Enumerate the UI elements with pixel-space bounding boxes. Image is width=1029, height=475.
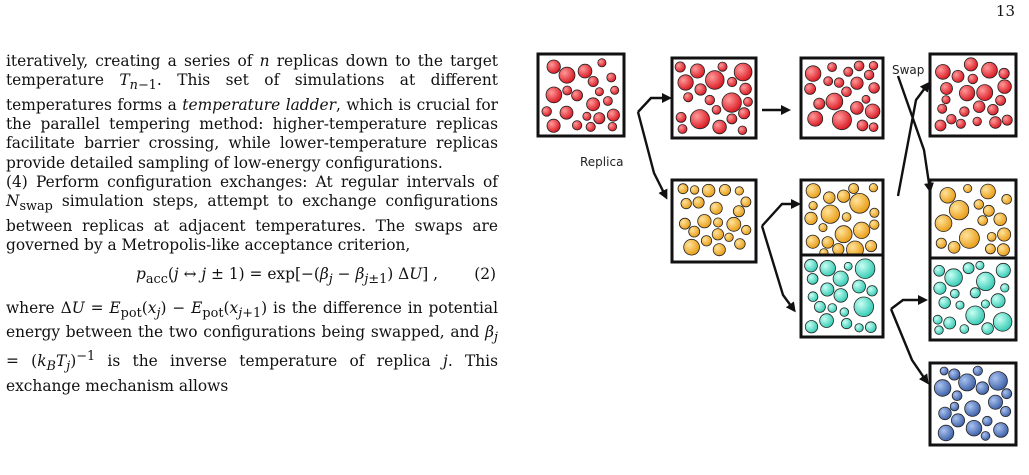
particle-box-orange: [930, 180, 1016, 262]
arrow-orange-to-teal: [762, 226, 794, 310]
paragraph-3: where $\Delta U = E_{pot}(x_j) - E_{pot}(x_{j+1})$ is the difference in potential energy between the two configurations being swapped, and $\beta_j = (k_BT_j)^{-1}$ is the inverse temperature of replica j. This exchange mechanism allows: [6, 298, 499, 395]
equation: $p_{acc}(j$ ↔ $j \pm 1) = \exp[-(\beta_j - \beta_{j\pm 1})$ ΔU] ,: [136, 265, 439, 288]
arrow-swap-orange-to-red: [898, 84, 928, 196]
equation-number: (2): [474, 265, 496, 284]
swap-label: Swap: [892, 63, 925, 77]
particle-box-teal: [930, 258, 1016, 340]
figure-canvas: [520, 40, 1029, 460]
particle-box-red: [801, 58, 883, 138]
paragraph-1: iteratively, creating a series of n replicas down to the target temperature $T_{n-1}$. This set of simulations at different temperatures forms a temperature ladder, which is crucial for the parallel tempering method: higher-temperature replicas facilitate barrier crossing, while lower-temperature replicas provide detailed sampling of low-energy configurations.: [6, 52, 499, 172]
particle-box-red: [930, 54, 1016, 136]
particle-box-orange: [801, 180, 883, 264]
particle-box-red: [672, 58, 756, 138]
page-number: 13: [995, 2, 1015, 20]
arrow-red-to-red: [638, 98, 669, 112]
paragraph-2: (4) Perform configuration exchanges: At regular intervals of $N_{swap}$ simulation steps, attempt to exchange configurations between replicas at adjacent temperatures. The swaps are governed by a Metropolis-like acceptance criterion,: [6, 172, 498, 254]
arrow-replica-red-to-orange: [638, 112, 666, 197]
body-text: [6, 52, 498, 396]
particle-box-teal: [801, 255, 883, 337]
arrow-teal-to-blue: [891, 309, 927, 382]
particle-box-red: [538, 54, 624, 136]
particle-box-blue: [930, 363, 1016, 445]
equation-2: [6, 265, 498, 289]
arrow-teal-to-teal: [891, 300, 925, 309]
arrow-orange-to-orange: [762, 204, 798, 226]
replica-exchange-figure: [520, 40, 1029, 460]
particle-box-orange: [672, 180, 756, 262]
replica-label: Replica: [580, 155, 624, 169]
